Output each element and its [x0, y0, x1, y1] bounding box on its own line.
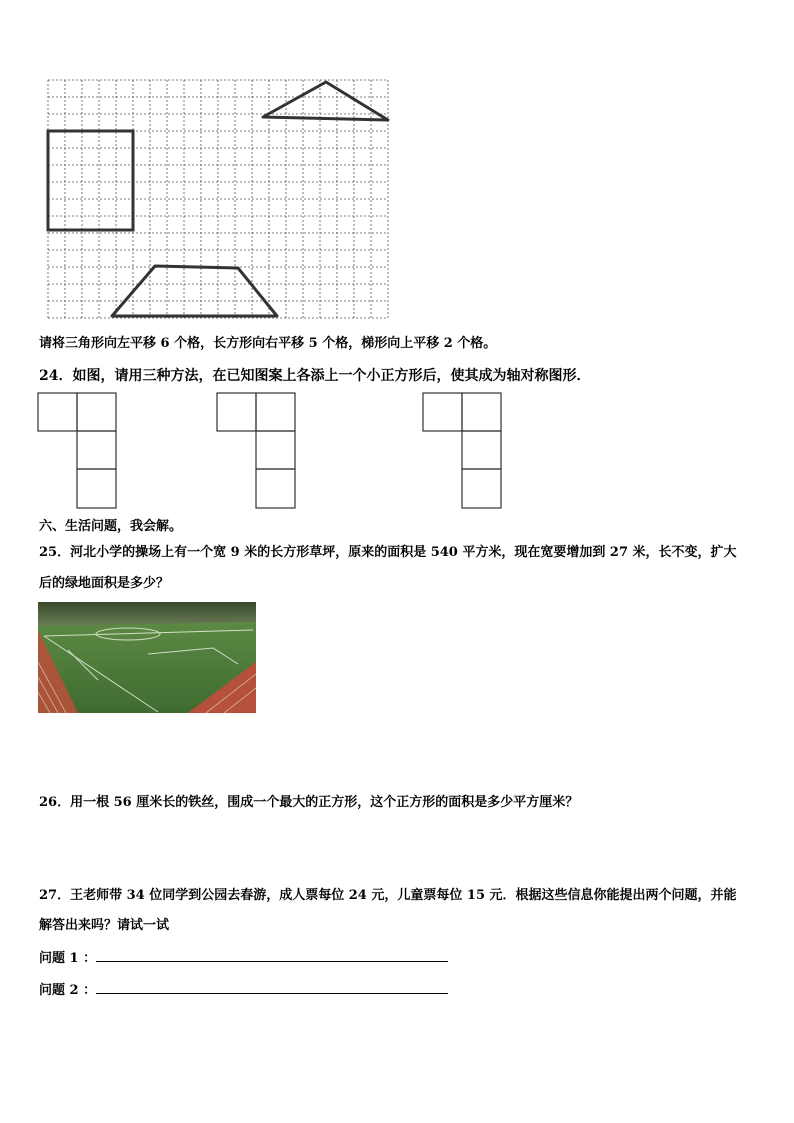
- q27-line2: 解答出来吗？请试一试: [39, 918, 170, 933]
- pattern-figure-3: [422, 392, 504, 510]
- q27-question1-answer-line[interactable]: [96, 947, 448, 962]
- pattern-figure-1: [37, 392, 119, 510]
- section-heading: 六、生活问题，我会解。: [39, 519, 183, 534]
- q27-question2-answer-line[interactable]: [96, 979, 448, 994]
- q27-question2-label: 问题 2 ：: [39, 983, 97, 998]
- sports-field-photo: [38, 602, 256, 713]
- q27-question1-label: 问题 1 ：: [39, 951, 97, 966]
- translation-grid-figure: [44, 76, 392, 322]
- pattern-figure-2: [216, 392, 298, 510]
- q23-instruction: 请将三角形向左平移 6 个格，长方形向右平移 5 个格，梯形向上平移 2 个格。: [39, 336, 497, 351]
- q25-line1: 25．河北小学的操场上有一个宽 9 米的长方形草坪，原来的面积是 540 平方米，现在宽要增加到 27 米，长不变，扩大: [39, 545, 737, 560]
- q25-line2: 后的绿地面积是多少？: [39, 576, 170, 591]
- rectangle-shape: [48, 131, 133, 230]
- q27-line1: 27．王老师带 34 位同学到公园去春游，成人票每位 24 元，儿童票每位 15 元．根据这些信息你能提出两个问题，并能: [39, 888, 737, 903]
- q26-text: 26．用一根 56 厘米长的铁丝，围成一个最大的正方形，这个正方形的面积是多少平方厘米？: [39, 795, 579, 810]
- q24-text: 24．如图，请用三种方法，在已知图案上各添上一个小正方形后，使其成为轴对称图形．: [39, 368, 591, 384]
- dotted-grid: [48, 80, 388, 318]
